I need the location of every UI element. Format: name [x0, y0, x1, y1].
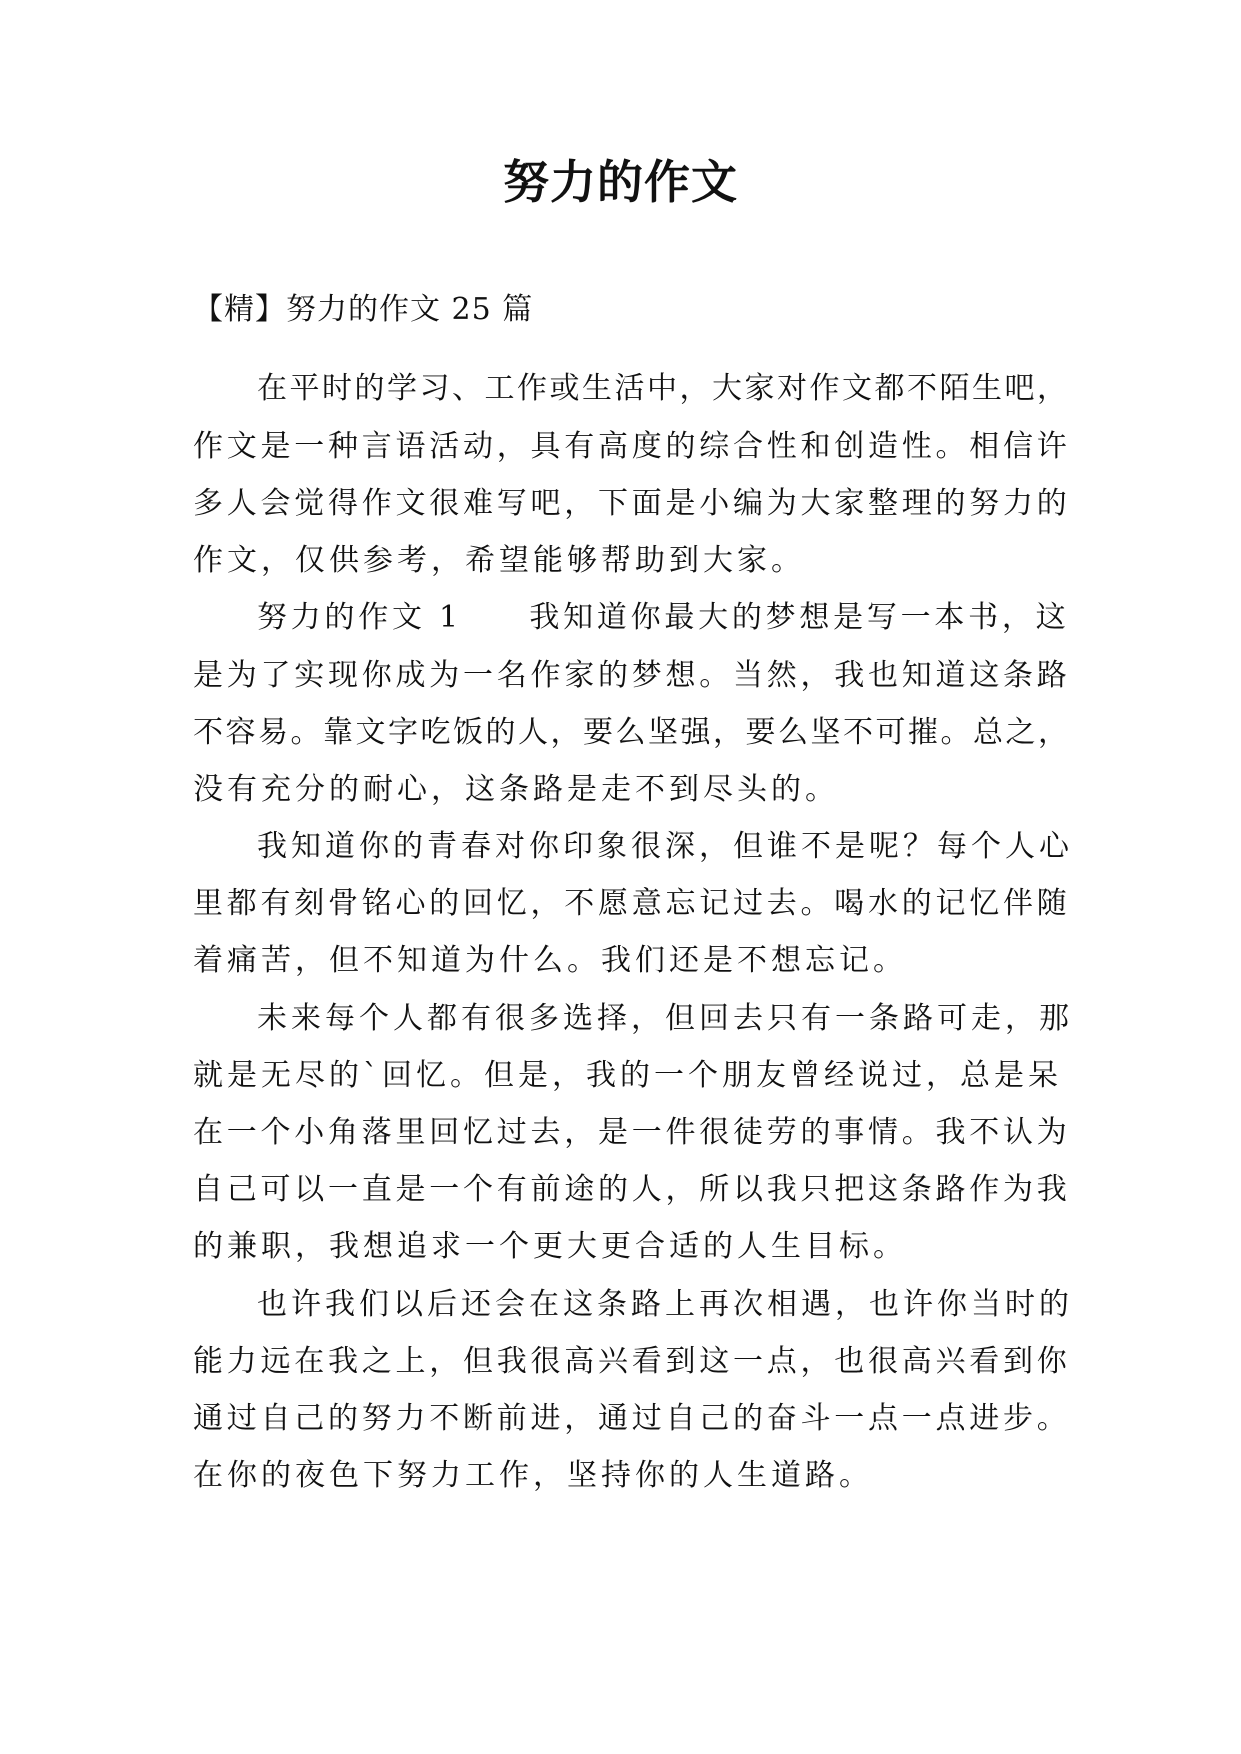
body-line: 的兼职，我想追求一个更大更合适的人生目标。	[193, 1229, 907, 1264]
body-line: 里都有刻骨铭心的回忆，不愿意忘记过去。喝水的记忆伴随	[193, 886, 1071, 921]
body-line: 不容易。靠文字吃饭的人，要么坚强，要么坚不可摧。总之，	[193, 715, 1071, 750]
body-line: 通过自己的努力不断前进，通过自己的奋斗一点一点进步。	[193, 1401, 1071, 1436]
document-title: 努力的作文	[503, 155, 738, 209]
body-line: 作文，仅供参考，希望能够帮助到大家。	[193, 543, 805, 578]
document-subtitle: 【精】努力的作文 25 篇	[193, 292, 534, 327]
body-line: 没有充分的耐心，这条路是走不到尽头的。	[193, 772, 839, 807]
body-line: 我知道你的青春对你印象很深，但谁不是呢？每个人心	[257, 829, 1073, 864]
body-line: 在一个小角落里回忆过去，是一件很徒劳的事情。我不认为	[193, 1115, 1071, 1150]
body-line: 自己可以一直是一个有前途的人，所以我只把这条路作为我	[193, 1172, 1071, 1207]
body-line: 是为了实现你成为一名作家的梦想。当然，我也知道这条路	[193, 658, 1071, 693]
body-line: 多人会觉得作文很难写吧，下面是小编为大家整理的努力的	[193, 486, 1071, 521]
body-line: 能力远在我之上，但我很高兴看到这一点，也很高兴看到你	[193, 1344, 1071, 1379]
body-line: 在你的夜色下努力工作，坚持你的人生道路。	[193, 1458, 873, 1493]
body-line: 作文是一种言语活动，具有高度的综合性和创造性。相信许	[193, 429, 1071, 464]
body-line: 也许我们以后还会在这条路上再次相遇，也许你当时的	[257, 1287, 1073, 1322]
body-line: 着痛苦，但不知道为什么。我们还是不想忘记。	[193, 943, 907, 978]
body-line: 就是无尽的`回忆。但是，我的一个朋友曾经说过，总是呆	[193, 1058, 1062, 1093]
body-line: 努力的作文 1 我知道你最大的梦想是写一本书，这	[257, 600, 1070, 635]
body-line: 未来每个人都有很多选择，但回去只有一条路可走，那	[257, 1001, 1073, 1036]
body-line: 在平时的学习、工作或生活中，大家对作文都不陌生吧，	[257, 371, 1070, 406]
